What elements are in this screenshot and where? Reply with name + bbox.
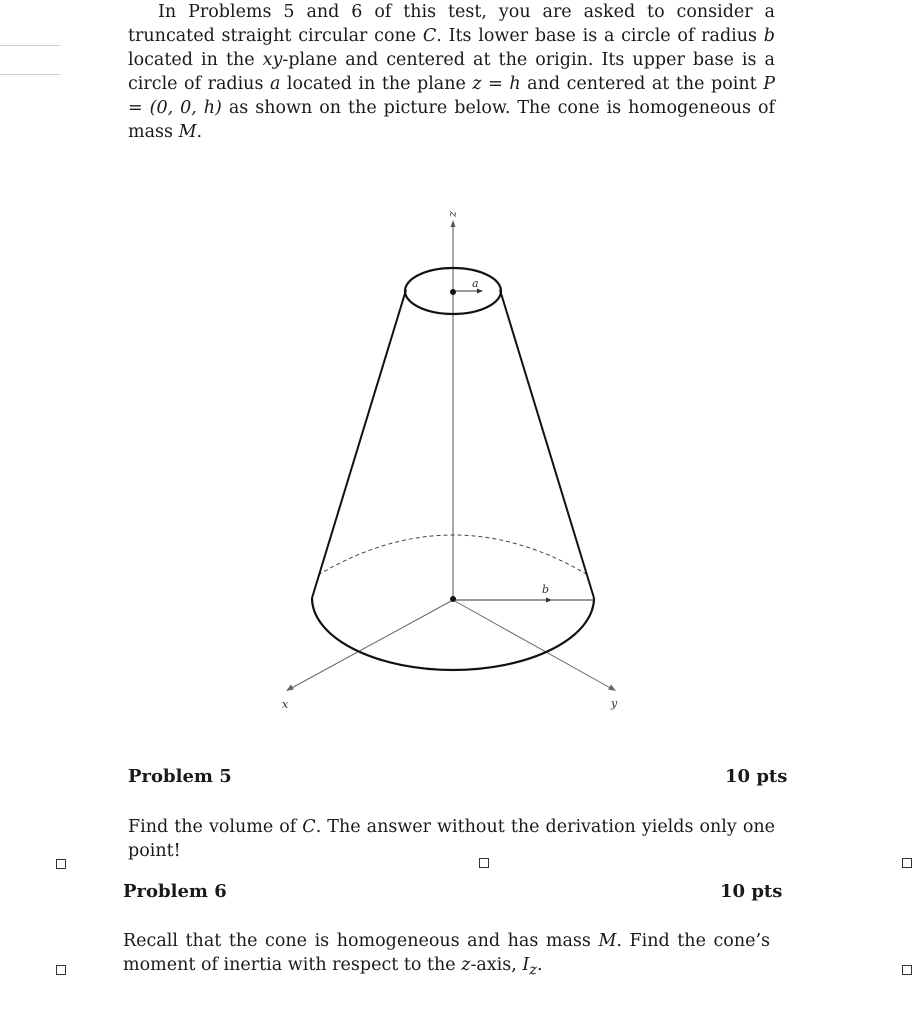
upper-center-point: [450, 289, 456, 295]
cone-right-side: [500, 290, 594, 598]
problem6-title: Problem 6: [123, 881, 227, 902]
problem5-title: Problem 5: [128, 766, 232, 787]
cone-left-side: [312, 290, 406, 598]
problem6-text: Recall that the cone is homogeneous and has mass M. Find the cone’s moment of inertia with respect to the z-axis, $I_z$.: [123, 931, 770, 979]
margin-checkbox-center[interactable]: [479, 858, 489, 868]
problem6-points: 10 pts: [720, 881, 783, 902]
label-b: b: [542, 583, 550, 596]
intro-paragraph: In Problems 5 and 6 of this test, you are asked to consider a truncated straight circular cone C. Its lower base is a circle of radius b located in the xy-plane and centered at the origin. Its upper base is a circle of radius a located in the plane z = h and centered at the point P = (0, 0, h) as shown on the picture below. The cone is homogeneous of mass M.: [128, 2, 776, 142]
origin-point: [450, 596, 456, 602]
radius-b-arrow-icon: [546, 598, 552, 603]
problem5-points: 10 pts: [725, 766, 788, 787]
problem5-text: Find the volume of C. The answer without the derivation yields only one point!: [128, 817, 775, 861]
label-x: x: [282, 698, 289, 711]
x-axis: [288, 600, 453, 690]
x-axis-arrow-icon: [286, 685, 294, 692]
y-axis-arrow-icon: [608, 685, 616, 692]
margin-checkbox-left-2[interactable]: [56, 965, 66, 975]
lower-base-front-arc: [312, 598, 594, 670]
margin-checkbox-right-2[interactable]: [902, 965, 912, 975]
label-z: z: [446, 211, 459, 217]
label-a: a: [472, 277, 479, 290]
margin-checkbox-left-1[interactable]: [56, 859, 66, 869]
margin-checkbox-right-1[interactable]: [902, 858, 912, 868]
label-y: y: [611, 697, 618, 710]
z-axis-arrow-icon: [451, 220, 456, 227]
